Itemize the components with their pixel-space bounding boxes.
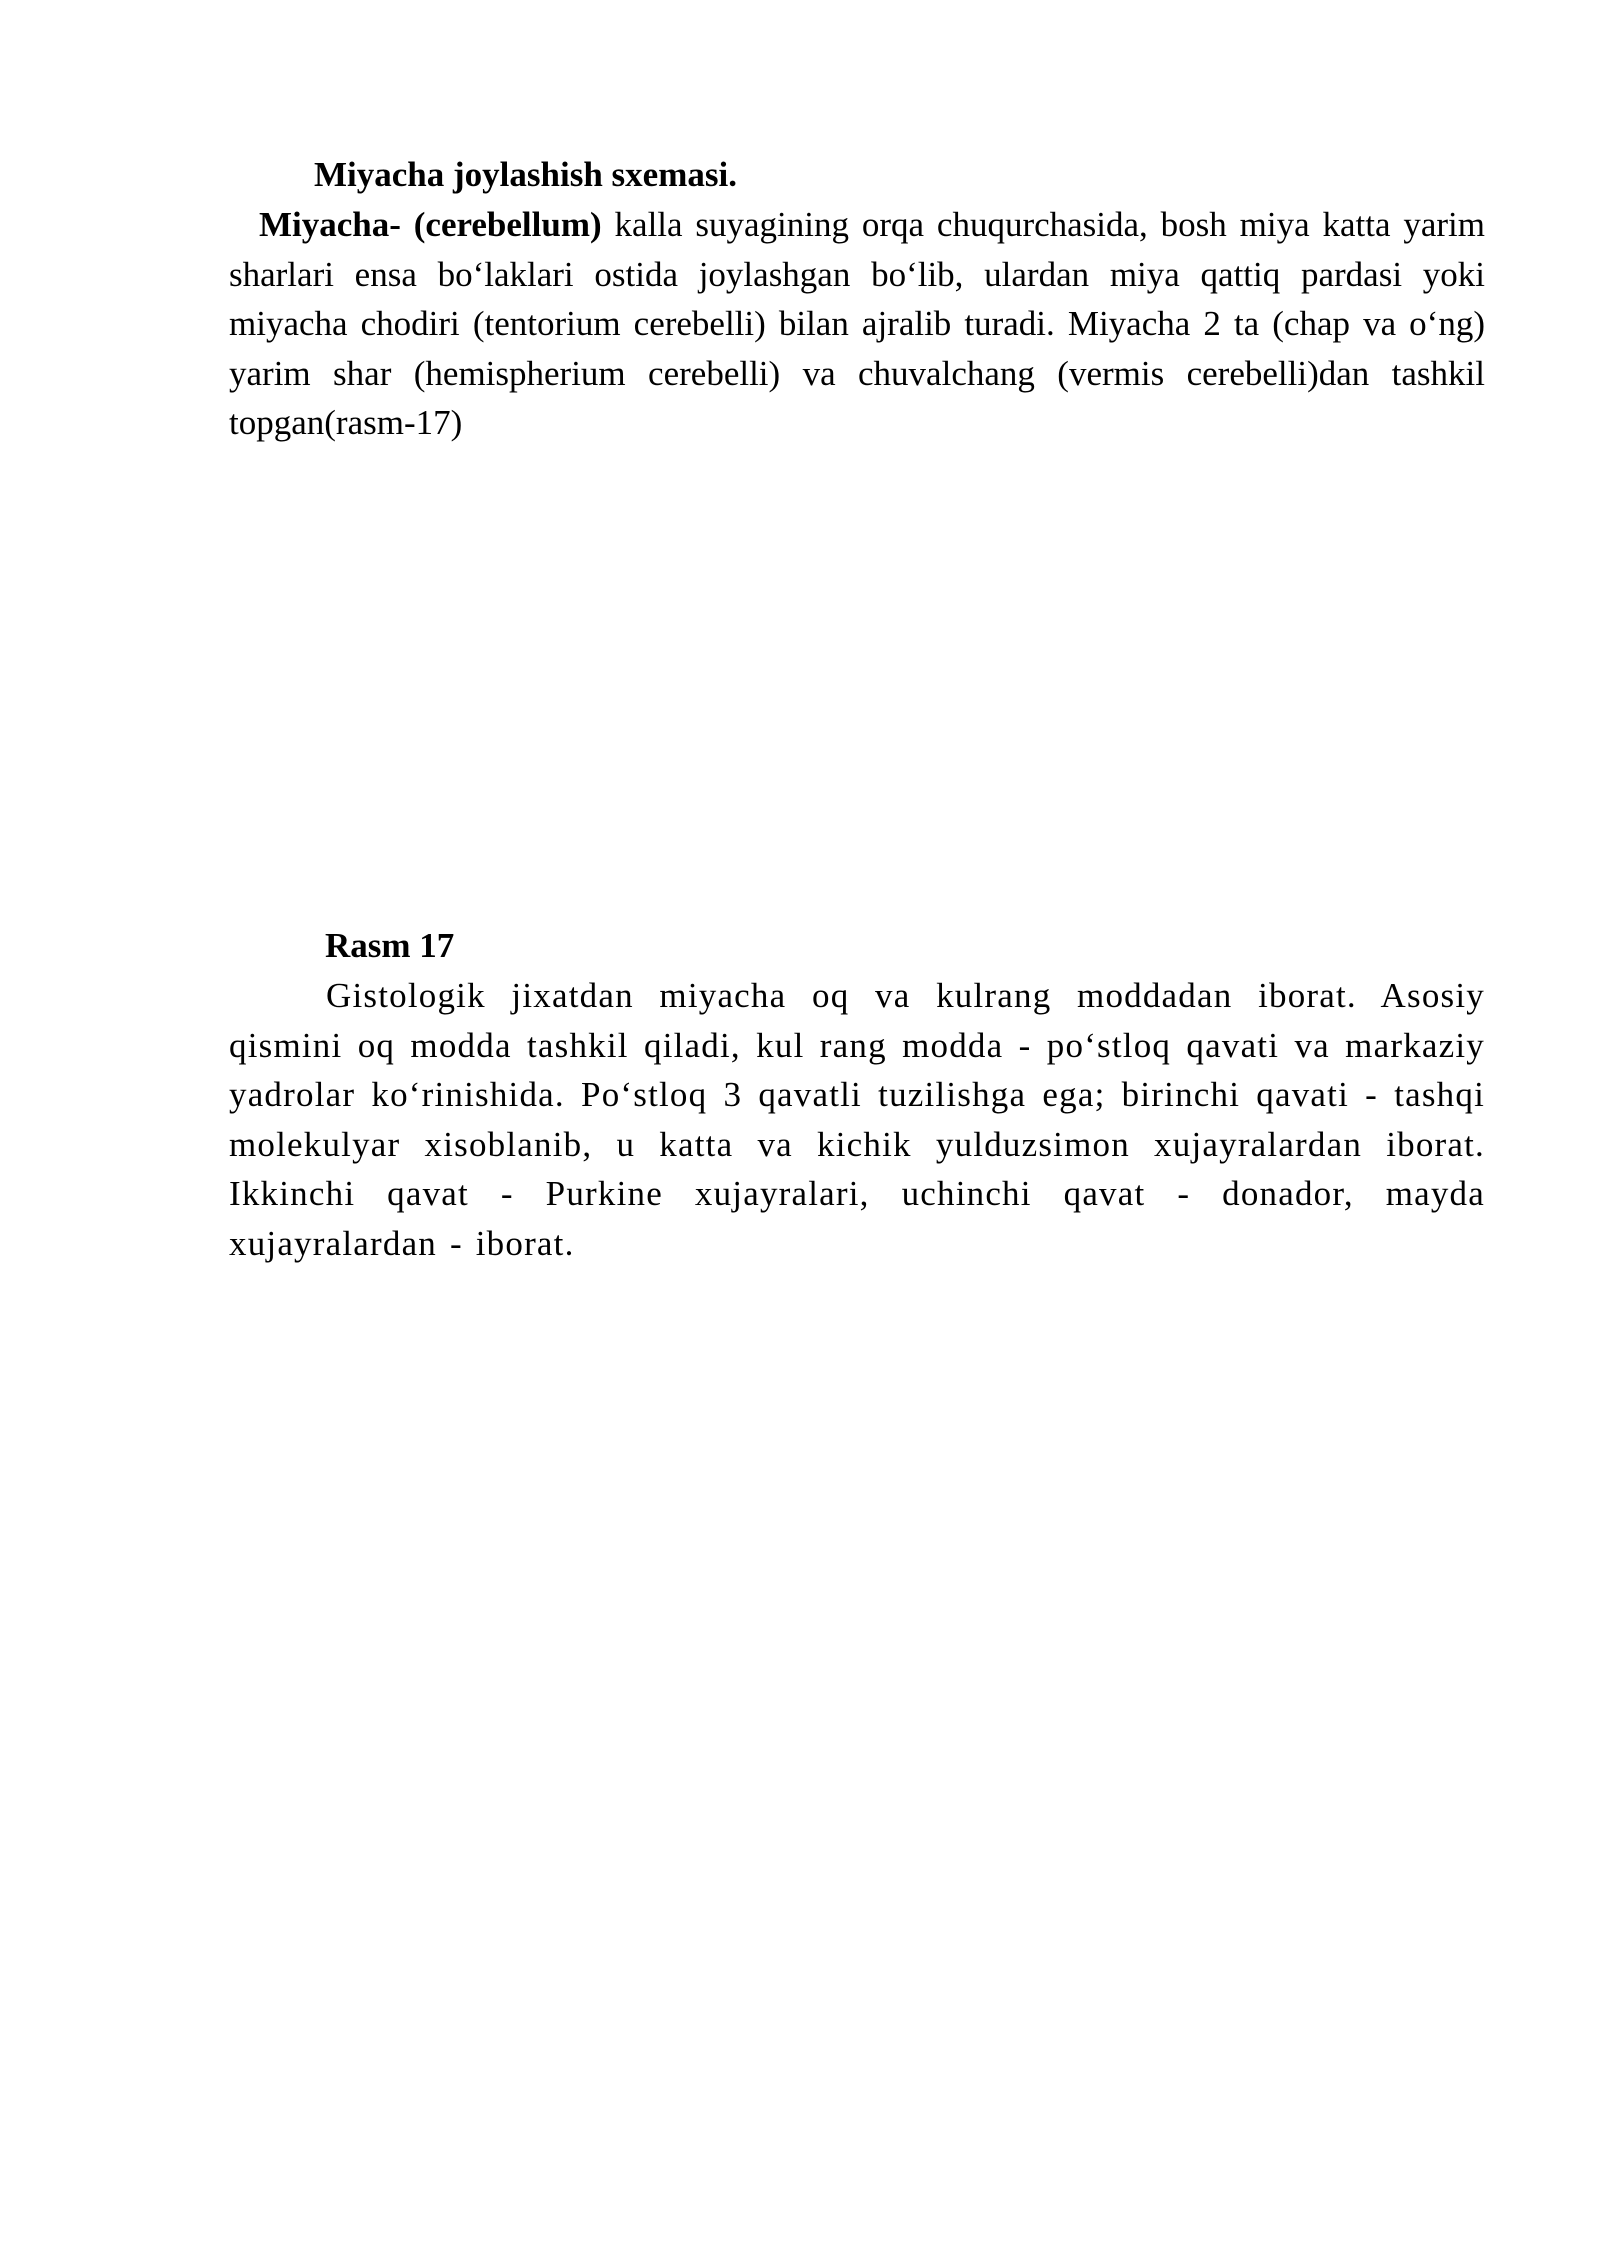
paragraph-bold-lead: Miyacha- (cerebellum) <box>259 205 602 244</box>
figure-placeholder <box>229 460 1485 910</box>
paragraph-body: kalla suyagining orqa chuqurchasida, bosh miya katta yarim sharlari ensa bo‘laklari ostida joylashgan bo‘lib, ulardan miya qattiq pardasi yoki miyacha chodiri (tentorium cerebelli) bilan ajralib turadi. Miyacha 2 ta (chap va o‘ng) yarim shar (hemispherium cerebelli) va chuvalchang (vermis cerebelli)dan tashkil topgan(rasm-17) <box>229 205 1485 442</box>
paragraph-histology: Gistologik jixatdan miyacha oq va kulrang moddadan iborat. Asosiy qismini oq modda tashkil qiladi, kul rang modda - po‘stloq qavati va markaziy yadrolar ko‘rinishida. Po‘stloq 3 qavatli tuzilishga ega; birinchi qavati - tashqi molekulyar xisoblanib, u katta va kichik yulduzsimon xujayralardan iborat. Ikkinchi qavat - Purkine xujayralari, uchinchi qavat - donador, mayda xujayralardan - iborat. <box>229 976 1485 1263</box>
figure-caption: Rasm 17 <box>325 926 455 965</box>
section-heading: Miyacha joylashish sxemasi. <box>314 155 737 194</box>
paragraph-cerebellum-location <box>229 200 1485 448</box>
